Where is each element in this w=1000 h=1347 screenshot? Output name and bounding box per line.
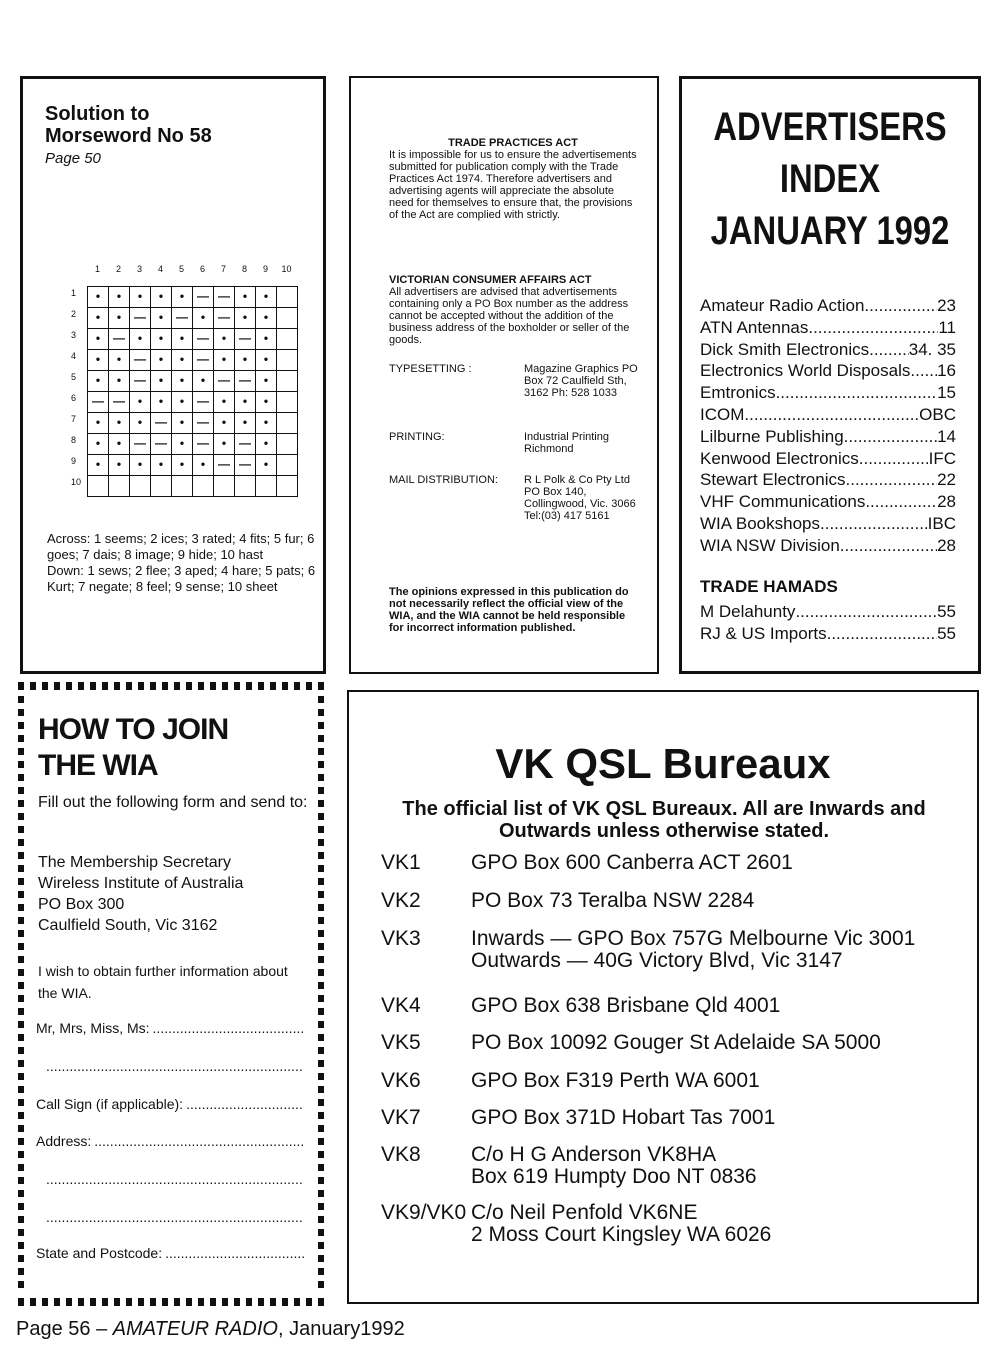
grid-cell: • <box>151 392 172 413</box>
qsl-address <box>471 1070 971 1092</box>
grid-cell: • <box>172 392 193 413</box>
qsl-address-line1: C/o Neil Penfold VK6NE <box>471 1201 698 1224</box>
row-number: 7 <box>71 414 77 424</box>
grid-cell: • <box>172 350 193 371</box>
advertiser-entry <box>700 426 956 448</box>
name-field-line[interactable] <box>153 1020 304 1036</box>
grid-cell: • <box>130 413 151 434</box>
grid-cell: — <box>88 392 109 413</box>
grid-cell: • <box>151 287 172 308</box>
grid-cell <box>193 476 214 497</box>
grid-cell: • <box>151 371 172 392</box>
advertiser-name: Kenwood Electronics <box>700 448 859 468</box>
grid-cell: • <box>172 434 193 455</box>
grid-cell: • <box>130 287 151 308</box>
leader-dots <box>846 469 938 491</box>
advertisers-title-line3: JANUARY 1992 <box>710 209 950 253</box>
advertiser-entry <box>700 360 956 382</box>
call-sign-field[interactable] <box>36 1096 304 1112</box>
grid-cell: — <box>193 287 214 308</box>
grid-cell <box>277 455 298 476</box>
down-answers: Down: 1 sews; 2 flee; 3 aped; 4 hare; 5 pats; 6 Kurt; 7 negate; 8 feel; 9 sense; 10 sheet <box>47 563 316 594</box>
address-field[interactable] <box>36 1133 304 1149</box>
grid-cell: • <box>88 350 109 371</box>
column-number: 1 <box>94 264 100 274</box>
grid-cell: • <box>88 329 109 350</box>
join-info-text: I wish to obtain further information about the WIA. <box>38 963 288 1001</box>
grid-cell: — <box>214 287 235 308</box>
tpa-text: It is impossible for us to ensure the advertisements submitted for publication comply with the Trade Practices Act 1974. Therefore advertisers and advertising agents will appreciate the absolute need for themselves to ensure that, the provisions of the Act are complied with strictly. <box>389 149 637 221</box>
advertiser-page: 22 <box>937 470 956 490</box>
column-number: 10 <box>281 264 292 274</box>
leader-dots <box>865 491 937 513</box>
address-field-line2[interactable] <box>36 1171 304 1187</box>
column-number: 4 <box>157 264 163 274</box>
qsl-address-line1: GPO Box 600 Canberra ACT 2601 <box>471 851 793 874</box>
qsl-callsign-area: VK2 <box>381 889 421 912</box>
grid-cell: • <box>214 350 235 371</box>
printing-label: PRINTING: <box>389 431 445 443</box>
qsl-callsign-area: VK4 <box>381 994 421 1017</box>
qsl-bureaux-box <box>347 690 979 1304</box>
advertiser-entry <box>700 317 956 339</box>
advertiser-page: IFC <box>928 448 956 468</box>
grid-cell <box>277 287 298 308</box>
grid-cell <box>109 476 130 497</box>
grid-cell <box>277 350 298 371</box>
advertiser-entry <box>700 601 956 623</box>
grid-cell: — <box>235 434 256 455</box>
grid-cell: — <box>214 308 235 329</box>
qsl-callsign-area: VK6 <box>381 1069 421 1092</box>
qsl-address-line2: Outwards — 40G Victory Blvd, Vic 3147 <box>471 949 843 972</box>
dotted-border-right <box>318 696 324 1292</box>
advertiser-entry <box>700 339 956 361</box>
solution-title <box>45 103 212 147</box>
qsl-address-line1: C/o H G Anderson VK8HA <box>471 1143 717 1166</box>
morseword-solution-box <box>20 76 326 674</box>
grid-cell: — <box>109 329 130 350</box>
leader-dots <box>827 623 937 645</box>
column-number: 7 <box>220 264 226 274</box>
advertiser-name: WIA Bookshops <box>700 513 821 533</box>
row-number: 3 <box>71 330 77 340</box>
grid-cell: • <box>88 413 109 434</box>
footer-magazine: AMATEUR RADIO <box>112 1318 278 1340</box>
grid-cell: • <box>151 329 172 350</box>
grid-cell: • <box>109 350 130 371</box>
grid-cell <box>277 308 298 329</box>
advertiser-page: 11 <box>938 317 956 337</box>
grid-cell <box>277 371 298 392</box>
qsl-title: VK QSL Bureaux <box>495 740 831 787</box>
page-footer <box>16 1318 405 1341</box>
advertiser-entry <box>700 382 956 404</box>
grid-cell: — <box>235 455 256 476</box>
grid-cell: • <box>172 287 193 308</box>
grid-cell: • <box>256 371 277 392</box>
name-field-continued[interactable] <box>36 1058 304 1074</box>
leader-dots <box>820 513 928 535</box>
row-number: 5 <box>71 372 77 382</box>
grid-cell: • <box>235 350 256 371</box>
qsl-callsign-area: VK3 <box>381 927 421 950</box>
trade-practices-box <box>349 76 659 674</box>
grid-cell: • <box>130 392 151 413</box>
across-answers: Across: 1 seems; 2 ices; 3 rated; 4 fits; 5 fur; 6 goes; 7 dais; 8 image; 9 hide; 10 hast <box>47 531 315 562</box>
grid-cell <box>88 476 109 497</box>
grid-cell: • <box>109 308 130 329</box>
qsl-subtitle: The official list of VK QSL Bureaux. All are Inwards and Outwards unless otherwise stated. <box>402 798 926 842</box>
qsl-address <box>471 1202 971 1246</box>
advertiser-name: Dick Smith Electronics <box>700 339 870 359</box>
grid-cell <box>130 476 151 497</box>
grid-cell: • <box>235 308 256 329</box>
call-sign-line[interactable] <box>186 1096 304 1112</box>
advertiser-name: ATN Antennas <box>700 317 809 337</box>
qsl-address <box>471 1144 971 1188</box>
state-postcode-line[interactable] <box>165 1245 304 1261</box>
grid-cell: — <box>214 455 235 476</box>
qsl-address-line1: Inwards — GPO Box 757G Melbourne Vic 3001 <box>471 927 916 950</box>
call-sign-label: Call Sign (if applicable): <box>36 1096 184 1112</box>
grid-cell <box>277 476 298 497</box>
grid-cell: • <box>88 308 109 329</box>
address-line3-dots[interactable] <box>46 1209 304 1225</box>
column-number: 6 <box>199 264 205 274</box>
tpa-heading: TRADE PRACTICES ACT <box>448 137 578 149</box>
advertiser-entry <box>700 535 956 557</box>
grid-cell: • <box>109 371 130 392</box>
grid-cell: • <box>172 329 193 350</box>
grid-cell: • <box>256 287 277 308</box>
advertisers-list <box>700 295 956 557</box>
row-number: 1 <box>71 288 77 298</box>
grid-cell <box>277 434 298 455</box>
advertiser-name: Amateur Radio Action <box>700 296 865 315</box>
qsl-address <box>471 852 971 874</box>
solution-page-ref: Page 50 <box>45 150 101 167</box>
advertiser-entry <box>700 491 956 513</box>
row-number: 4 <box>71 351 77 361</box>
grid-cell: — <box>151 413 172 434</box>
row-number: 10 <box>71 477 82 487</box>
grid-cell: — <box>130 350 151 371</box>
leader-dots <box>808 317 938 339</box>
column-number: 5 <box>178 264 184 274</box>
qsl-address <box>471 995 971 1017</box>
grid-cell: • <box>214 434 235 455</box>
address-line2: Wireless Institute of Australia <box>38 875 244 892</box>
grid-cell: • <box>88 371 109 392</box>
footer-page: Page 56 – <box>16 1318 113 1340</box>
qsl-address-line2: 2 Moss Court Kingsley WA 6026 <box>471 1223 772 1246</box>
grid-cell: • <box>214 413 235 434</box>
dotted-border-bottom <box>18 1298 324 1306</box>
trade-hamads-list <box>700 601 956 645</box>
grid-cell <box>277 413 298 434</box>
advertisers-title-line2: INDEX <box>779 157 881 201</box>
grid-cell: • <box>151 350 172 371</box>
grid-cell: • <box>235 287 256 308</box>
advertiser-page: 28 <box>937 535 956 555</box>
address-label: Address: <box>36 1133 92 1149</box>
grid-cell: • <box>235 413 256 434</box>
grid-cell: • <box>88 434 109 455</box>
column-number: 8 <box>241 264 247 274</box>
advertiser-name: VHF Communications <box>700 492 866 512</box>
grid-cell: • <box>256 392 277 413</box>
advertiser-name: ICOM <box>700 404 745 424</box>
advertisers-title <box>709 101 952 257</box>
advertiser-page: 16 <box>937 361 956 381</box>
join-title-line2: THE WIA <box>38 749 158 782</box>
grid-cell: • <box>172 455 193 476</box>
qsl-address-line2: Box 619 Humpty Doo NT 0836 <box>471 1165 757 1188</box>
address-field-line3[interactable] <box>36 1209 304 1225</box>
grid-cell: • <box>214 392 235 413</box>
grid-cell <box>277 392 298 413</box>
row-number: 6 <box>71 393 77 403</box>
grid-cell: — <box>172 308 193 329</box>
grid-cell: • <box>256 413 277 434</box>
how-to-join-box <box>18 682 324 1306</box>
qsl-address <box>471 1032 971 1054</box>
advertiser-name: Electronics World Disposals <box>700 361 911 381</box>
solution-title-line1: Solution to <box>45 103 150 125</box>
advertiser-page: 15 <box>937 383 956 403</box>
qsl-address <box>471 1107 971 1129</box>
grid-cell: • <box>193 455 214 476</box>
leader-dots <box>776 382 938 404</box>
leader-dots <box>795 601 937 623</box>
column-number: 2 <box>115 264 121 274</box>
advertiser-page: 55 <box>937 623 956 643</box>
advertiser-name: M Delahunty <box>700 602 796 621</box>
grid-cell: • <box>256 455 277 476</box>
row-number: 8 <box>71 435 77 445</box>
grid-cell: — <box>130 434 151 455</box>
row-number: 9 <box>71 456 77 466</box>
grid-cell: • <box>256 329 277 350</box>
grid-cell: • <box>130 455 151 476</box>
grid-cell: • <box>235 392 256 413</box>
qsl-callsign-area: VK9/VK0 <box>381 1201 467 1224</box>
grid-cell: • <box>256 350 277 371</box>
column-number: 9 <box>262 264 268 274</box>
join-intro: Fill out the following form and send to: <box>38 794 308 811</box>
qsl-address <box>471 928 971 972</box>
grid-cell: • <box>172 371 193 392</box>
name-field[interactable] <box>36 1020 304 1036</box>
vca-section <box>389 274 637 346</box>
leader-dots <box>864 295 937 317</box>
dotted-border-top <box>18 682 324 690</box>
grid-cell: — <box>130 371 151 392</box>
grid-cell: • <box>256 308 277 329</box>
vca-text: All advertisers are advised that advertisements containing only a PO Box number as the address cannot be accepted without the addition of the business address of the boxholder or seller of the goods. <box>389 286 630 346</box>
qsl-callsign-area: VK1 <box>381 851 421 874</box>
join-title-line1: HOW TO JOIN <box>38 713 229 746</box>
qsl-address-line1: GPO Box 371D Hobart Tas 7001 <box>471 1106 776 1129</box>
address-line[interactable] <box>94 1133 304 1149</box>
join-title <box>38 712 228 784</box>
advertiser-name: Lilburne Publishing <box>700 426 844 446</box>
name-field-label: Mr, Mrs, Miss, Ms: <box>36 1020 150 1036</box>
advertiser-page: 14 <box>937 426 956 446</box>
advertiser-entry <box>700 295 956 317</box>
grid-cell: — <box>151 434 172 455</box>
grid-cell: • <box>130 329 151 350</box>
advertiser-entry <box>700 404 956 426</box>
qsl-address-line1: PO Box 10092 Gouger St Adelaide SA 5000 <box>471 1031 881 1054</box>
tpa-section <box>389 137 637 221</box>
advertiser-page: 28 <box>937 492 956 512</box>
advertiser-entry <box>700 469 956 491</box>
qsl-address-line1: PO Box 73 Teralba NSW 2284 <box>471 889 755 912</box>
advertiser-entry <box>700 448 956 470</box>
advertiser-page: 23 <box>937 296 956 315</box>
grid-cells <box>87 286 298 497</box>
grid-cell: • <box>151 455 172 476</box>
address-line3: PO Box 300 <box>38 896 125 913</box>
advertiser-page: 55 <box>937 602 956 621</box>
membership-address <box>38 852 308 936</box>
grid-cell: — <box>109 392 130 413</box>
leader-dots <box>840 535 937 557</box>
grid-cell: • <box>172 413 193 434</box>
name-field-line2[interactable] <box>46 1058 304 1074</box>
typesetting-value: Magazine Graphics PO Box 72 Caulfield Sth, 3162 Ph: 528 1033 <box>524 363 638 399</box>
grid-cell: • <box>214 329 235 350</box>
mail-value: R L Polk & Co Pty Ltd PO Box 140, Collingwood, Vic. 3066 Tel:(03) 417 5161 <box>524 474 636 522</box>
printing-value: Industrial Printing Richmond <box>524 431 609 455</box>
grid-cell <box>277 329 298 350</box>
leader-dots <box>744 404 919 426</box>
vca-heading: VICTORIAN CONSUMER AFFAIRS ACT <box>389 274 592 286</box>
advertiser-name: Stewart Electronics <box>700 470 846 490</box>
grid-cell: — <box>193 434 214 455</box>
grid-cell: • <box>109 287 130 308</box>
advertisers-title-line1: ADVERTISERS <box>713 105 947 149</box>
column-number: 3 <box>136 264 142 274</box>
grid-cell: — <box>193 413 214 434</box>
qsl-address-line1: GPO Box 638 Brisbane Qld 4001 <box>471 994 781 1017</box>
grid-cell: • <box>109 455 130 476</box>
solution-clues <box>47 531 317 595</box>
trade-hamads-heading: TRADE HAMADS <box>700 577 838 596</box>
advertiser-name: Emtronics <box>700 383 776 403</box>
advertiser-page: 34. 35 <box>908 339 956 359</box>
state-postcode-label: State and Postcode: <box>36 1245 163 1261</box>
address-line2-dots[interactable] <box>46 1171 304 1187</box>
leader-dots <box>910 360 937 382</box>
grid-cell: • <box>151 308 172 329</box>
grid-cell: — <box>235 371 256 392</box>
grid-cell <box>172 476 193 497</box>
advertisers-index-box <box>679 76 981 674</box>
grid-cell: — <box>214 371 235 392</box>
qsl-callsign-area: VK5 <box>381 1031 421 1054</box>
footer-date: , January1992 <box>277 1318 405 1340</box>
qsl-address-line1: GPO Box F319 Perth WA 6001 <box>471 1069 760 1092</box>
disclaimer: The opinions expressed in this publication do not necessarily reflect the official view of the WIA, and the WIA cannot be held responsible for incorrect information published. <box>389 586 629 634</box>
address-line4: Caulfield South, Vic 3162 <box>38 917 218 934</box>
dotted-border-left <box>18 696 24 1292</box>
grid-cell: • <box>109 434 130 455</box>
grid-cell: • <box>88 455 109 476</box>
advertiser-name: WIA NSW Division <box>700 535 840 555</box>
grid-cell: — <box>193 350 214 371</box>
leader-dots <box>869 339 909 361</box>
qsl-callsign-area: VK7 <box>381 1106 421 1129</box>
grid-cell: — <box>193 329 214 350</box>
grid-cell: • <box>256 434 277 455</box>
grid-cell <box>256 476 277 497</box>
grid-cell <box>214 476 235 497</box>
address-line1: The Membership Secretary <box>38 854 231 871</box>
leader-dots <box>859 448 929 470</box>
grid-cell: • <box>193 308 214 329</box>
advertiser-entry <box>700 623 956 645</box>
grid-cell: — <box>130 308 151 329</box>
qsl-callsign-area: VK8 <box>381 1143 421 1166</box>
row-number: 2 <box>71 309 77 319</box>
qsl-address <box>471 890 971 912</box>
grid-cell: • <box>109 413 130 434</box>
grid-cell: • <box>88 287 109 308</box>
state-postcode-field[interactable] <box>36 1245 304 1261</box>
grid-cell: • <box>193 371 214 392</box>
grid-cell <box>151 476 172 497</box>
mail-label: MAIL DISTRIBUTION: <box>389 474 498 486</box>
typesetting-label: TYPESETTING : <box>389 363 472 375</box>
grid-cell: — <box>235 329 256 350</box>
leader-dots <box>844 426 937 448</box>
advertiser-name: RJ & US Imports <box>700 623 827 643</box>
advertiser-entry <box>700 513 956 535</box>
advertiser-page: IBC <box>927 513 956 533</box>
grid-cell <box>235 476 256 497</box>
solution-title-line2: Morseword No 58 <box>45 125 212 147</box>
advertiser-page: OBC <box>919 404 956 424</box>
grid-cell: — <box>193 392 214 413</box>
